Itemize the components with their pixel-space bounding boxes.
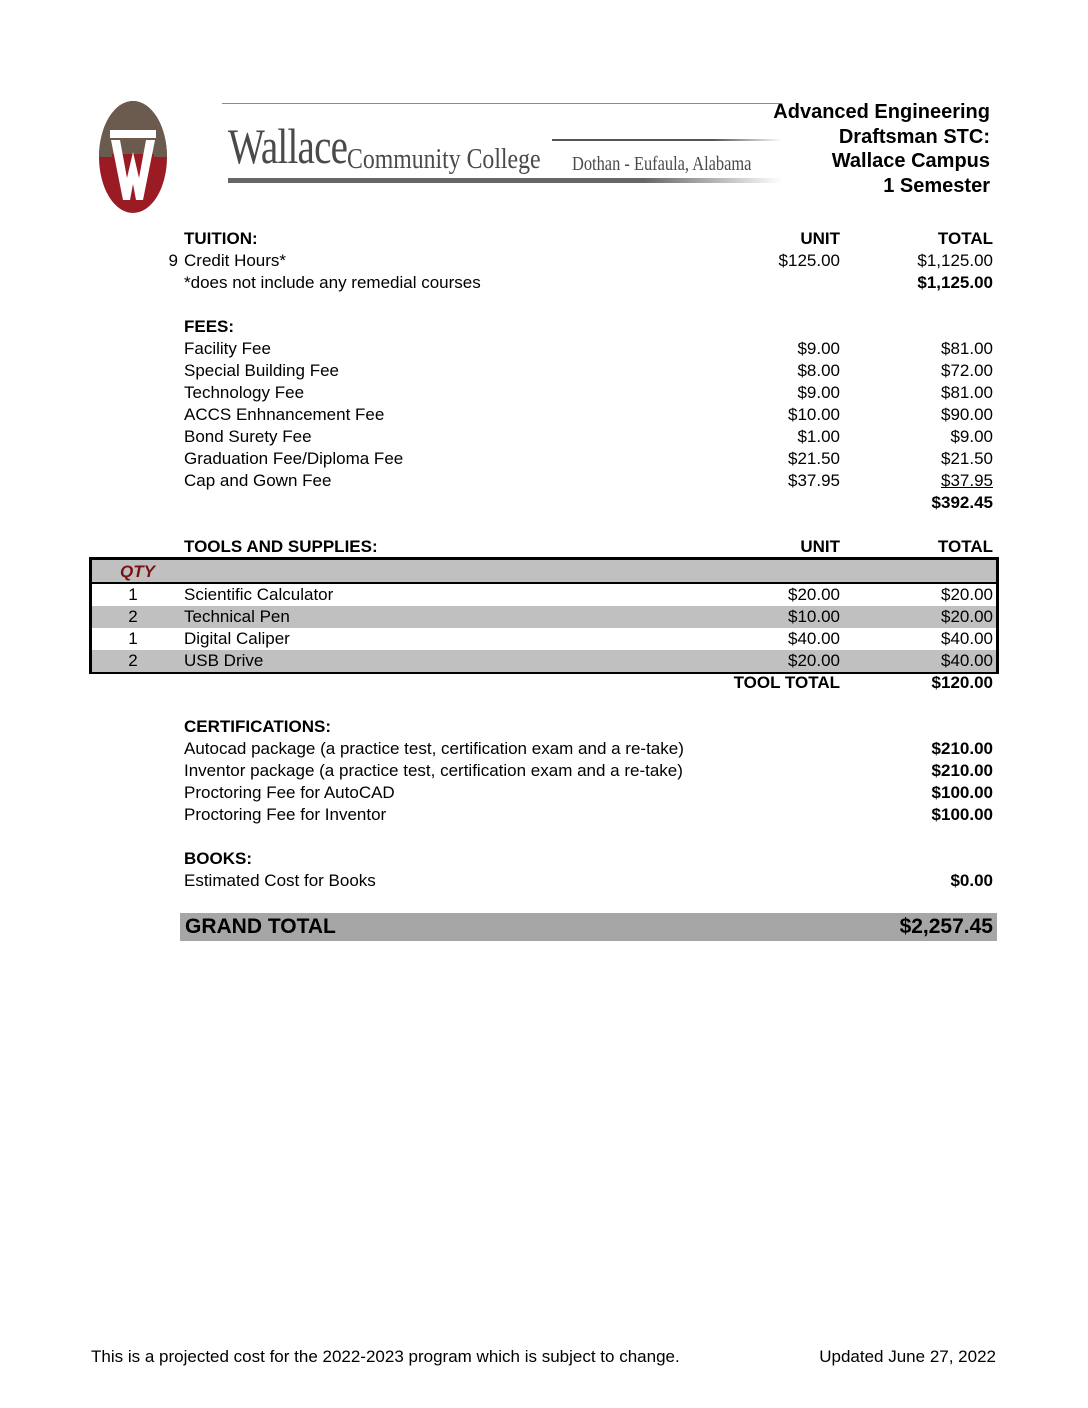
- fee-total: $81.00: [941, 383, 993, 402]
- logo-text: W: [132, 212, 134, 213]
- grand-total-bar: [180, 913, 997, 941]
- certification-label: Inventor package (a practice test, certification exam and a re-take): [184, 761, 683, 780]
- tool-qty: 2: [128, 607, 138, 626]
- certification-label: Autocad package (a practice test, certification exam and a re-take): [184, 739, 684, 758]
- fee-unit: $9.00: [797, 339, 840, 358]
- tool-unit: $20.00: [788, 585, 840, 604]
- credit-hours-label: Credit Hours*: [184, 251, 287, 270]
- program-title: Advanced Engineering Draftsman STC: Wallace Campus 1 Semester: [773, 101, 990, 197]
- tool-total: $40.00: [941, 651, 993, 670]
- fee-unit: $10.00: [788, 405, 840, 424]
- tools-table: [89, 557, 999, 674]
- credit-hours-total: $1,125.00: [917, 251, 993, 270]
- tool-total: $40.00: [941, 629, 993, 648]
- tools-heading: TOOLS AND SUPPLIES:: [184, 537, 378, 556]
- table-row: [92, 628, 996, 650]
- tool-qty: 1: [128, 585, 138, 604]
- fee-unit: $1.00: [797, 427, 840, 446]
- fee-label: Bond Surety Fee: [184, 427, 312, 446]
- tuition-subtotal: $1,125.00: [917, 273, 993, 292]
- tool-qty: 1: [128, 629, 138, 648]
- certification-total: $100.00: [931, 805, 993, 824]
- tool-total-label: TOOL TOTAL: [733, 673, 840, 692]
- college-logo-icon: [98, 100, 168, 215]
- tuition-unit-header: UNIT: [800, 229, 840, 248]
- qty-header: QTY: [120, 562, 155, 581]
- books-label: Estimated Cost for Books: [184, 871, 376, 890]
- footer-disclaimer: This is a projected cost for the 2022-2023 program which is subject to change.: [91, 1347, 680, 1366]
- college-name: Wallace: [228, 118, 348, 174]
- fee-unit: $8.00: [797, 361, 840, 380]
- tuition-note: *does not include any remedial courses: [184, 273, 481, 292]
- credit-hours-unit: $125.00: [778, 251, 840, 270]
- fee-total: $21.50: [941, 449, 993, 468]
- tool-unit: $20.00: [788, 651, 840, 670]
- books-total: $0.00: [950, 871, 993, 890]
- college-suffix: Community College: [347, 143, 541, 175]
- tool-total-value: $120.00: [931, 673, 993, 692]
- grand-total-value: $2,257.45: [899, 915, 993, 938]
- tools-total-header: TOTAL: [937, 537, 993, 556]
- books-heading: BOOKS:: [184, 849, 252, 868]
- tool-unit: $10.00: [788, 607, 840, 626]
- fee-label: ACCS Enhnancement Fee: [184, 405, 385, 424]
- tool-qty: 2: [128, 651, 138, 670]
- banner-rule: [552, 139, 782, 141]
- fee-label: Graduation Fee/Diploma Fee: [184, 449, 404, 468]
- fees-heading: FEES:: [184, 317, 235, 336]
- tool-total: $20.00: [941, 585, 993, 604]
- certification-total: $210.00: [931, 761, 993, 780]
- tool-name: Technical Pen: [184, 607, 290, 626]
- credit-hours-qty: 9: [168, 251, 178, 270]
- college-banner: [222, 103, 782, 188]
- fee-label: Facility Fee: [184, 339, 271, 358]
- tool-total: $20.00: [941, 607, 993, 626]
- table-row: [92, 584, 996, 606]
- grand-total-label: GRAND TOTAL: [185, 915, 336, 938]
- table-row: [92, 650, 996, 672]
- fee-unit: $9.00: [797, 383, 840, 402]
- tool-unit: $40.00: [788, 629, 840, 648]
- tuition-total-header: TOTAL: [937, 229, 993, 248]
- fee-unit: $21.50: [788, 449, 840, 468]
- banner-underline: [228, 178, 782, 183]
- fee-total: $90.00: [941, 405, 993, 424]
- tool-name: USB Drive: [184, 651, 264, 670]
- certification-total: $210.00: [931, 739, 993, 758]
- fees-subtotal: $392.45: [931, 493, 993, 512]
- fee-total: $9.00: [950, 427, 993, 446]
- certification-total: $100.00: [931, 783, 993, 802]
- certifications-heading: CERTIFICATIONS:: [184, 717, 332, 736]
- banner-top-line: [222, 103, 782, 104]
- fee-total: $37.95: [941, 471, 993, 490]
- certification-label: Proctoring Fee for Inventor: [184, 805, 387, 824]
- fee-label: Technology Fee: [184, 383, 305, 402]
- tool-name: Scientific Calculator: [184, 585, 334, 604]
- fee-unit: $37.95: [788, 471, 840, 490]
- footer-updated: Updated June 27, 2022: [819, 1347, 996, 1366]
- fee-total: $81.00: [941, 339, 993, 358]
- certification-label: Proctoring Fee for AutoCAD: [184, 783, 395, 802]
- table-row: [92, 606, 996, 628]
- tools-table-header: [92, 560, 996, 584]
- tools-unit-header: UNIT: [800, 537, 840, 556]
- tuition-heading: TUITION:: [184, 229, 258, 248]
- college-location: Dothan - Eufaula, Alabama: [572, 153, 752, 175]
- fee-label: Cap and Gown Fee: [184, 471, 332, 490]
- fee-label: Special Building Fee: [184, 361, 339, 380]
- fee-total: $72.00: [941, 361, 993, 380]
- tool-name: Digital Caliper: [184, 629, 290, 648]
